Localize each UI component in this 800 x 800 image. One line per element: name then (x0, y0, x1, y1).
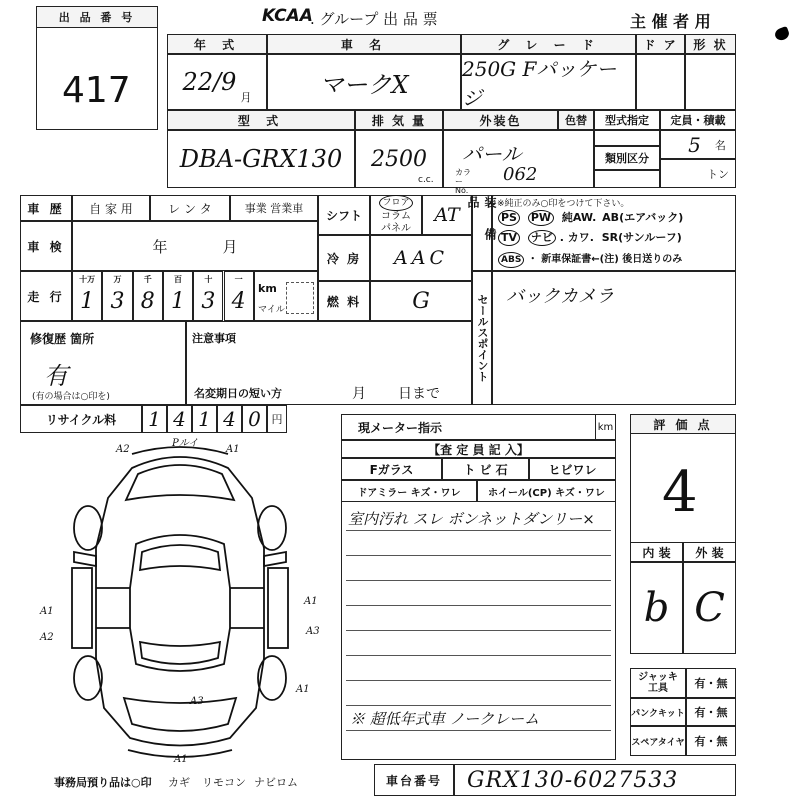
sales-point-label: セールスポイント (472, 271, 492, 405)
ac-cell (370, 235, 472, 281)
year-unit: 月 (240, 91, 252, 104)
name-change-label: 名変期日の短い方 (194, 387, 282, 400)
mileage-digit: 3 (110, 289, 125, 314)
equip-sr-note: (サンルーフ) (618, 231, 682, 244)
equip-leather: . カワ. (559, 231, 594, 244)
glass-crack: ヒビワレ (529, 458, 616, 480)
color-no-value: 062 (503, 164, 538, 185)
rating-label: 評 価 点 (630, 414, 736, 434)
exterior-cell (683, 562, 736, 654)
name-change-month: 月 (352, 386, 366, 402)
wheel-label: ホイール(CP) キズ・ワレ (477, 480, 616, 502)
exterior-value: C (694, 585, 725, 631)
equipment-label: 装 備 品 (472, 195, 492, 271)
equipment-line-2 (498, 229, 682, 246)
shape-label: 形 状 (685, 34, 736, 54)
interior-color-label: 色替 (558, 110, 594, 130)
comment-1: 室内汚れ スレ ボンネットダンリー× (348, 510, 595, 528)
mileage-unit-mile: マイル (258, 305, 285, 315)
recycle-digit-cell (192, 405, 217, 433)
shift-value: AT (434, 204, 460, 226)
mileage-place-label: 万 (113, 275, 122, 284)
color-label: 外装色 (443, 110, 558, 130)
capacity-cell (660, 130, 736, 159)
comment-line (346, 680, 611, 681)
recycle-digit: 4 (173, 407, 186, 431)
equip-ab: AB (602, 211, 620, 224)
car-cell (267, 54, 461, 110)
equip-ps: PS (498, 210, 520, 226)
equip-ab-note: (エアバック) (619, 211, 684, 224)
comment-line (346, 730, 611, 731)
diagram-label-a1-right: A1 (304, 596, 318, 607)
inspection-cell (72, 221, 318, 271)
lot-number: 417 (62, 70, 131, 111)
repair-label: 修復歴 箇所 (30, 332, 95, 346)
equip-abs: ABS (498, 252, 524, 268)
footer-navi: ナビロム (254, 776, 298, 789)
ac-value: AAC (394, 247, 448, 269)
car-value: マークX (319, 70, 409, 99)
interior-cell (630, 562, 683, 654)
color-value: パール (462, 142, 522, 166)
chassis-value: GRX130-6027533 (467, 767, 679, 793)
recycle-digit: 1 (198, 407, 211, 431)
comment-line (346, 580, 611, 581)
inspection-month: 月 (222, 237, 238, 256)
comment-line (346, 530, 611, 531)
car-label: 車 名 (267, 34, 461, 54)
mileage-unit-km: km (258, 282, 277, 295)
recycle-digit-cell (217, 405, 242, 433)
displacement-label: 排 気 量 (355, 110, 443, 130)
shift-label: シフト (318, 195, 370, 235)
inspector-label: 【査 定 員 記 入】 (341, 440, 616, 458)
lot-label: 出 品 番 号 (36, 6, 158, 28)
year-label: 年 式 (167, 34, 267, 54)
mileage-mile-box (286, 282, 314, 314)
chassis-cell (454, 764, 736, 796)
comment-line (346, 630, 611, 631)
diagram-label-a3-right: A3 (306, 626, 320, 637)
mileage-digit-cell (224, 271, 254, 321)
corner-mark (773, 26, 790, 42)
recycle-digit: 4 (223, 407, 236, 431)
year-value: 22/9 (182, 68, 237, 96)
recycle-digit: 1 (148, 407, 161, 431)
caution-label: 注意事項 (192, 332, 236, 345)
shift-option-panel: パネル (381, 223, 411, 234)
shape-cell (685, 54, 736, 110)
puncture-value: 有・無 (686, 698, 736, 726)
footer-key: カギ (168, 776, 190, 789)
recycle-unit: 円 (267, 405, 287, 433)
door-cell (636, 54, 685, 110)
comment-line (346, 705, 611, 706)
grade-cell (461, 54, 636, 110)
car-diagram (20, 438, 340, 768)
mileage-place-label: 一 (234, 275, 243, 284)
equip-warranty: ・ 新車保証書←(注) 後日送りのみ (527, 254, 683, 265)
grade-value: 250G Fパッケージ (462, 57, 617, 110)
equip-aw: 純AW. (561, 211, 597, 224)
equip-navi: ナビ (528, 230, 556, 246)
recycle-digit: 0 (248, 407, 261, 431)
equip-tv: TV (498, 230, 520, 246)
mileage-place-label: 十 (204, 275, 213, 284)
diagram-label-a2-top: A2 (116, 444, 130, 455)
diagram-label-a1-bottom: A1 (174, 754, 188, 765)
comment-line (346, 655, 611, 656)
diagram-label-paint: Pルイ (172, 438, 199, 449)
meter-unit: km (595, 414, 616, 440)
repair-note: (有の場合は○印を) (32, 392, 110, 402)
equipment-line-1 (498, 209, 683, 226)
history-private: 自 家 用 (72, 195, 150, 221)
diagram-label-a1-left: A1 (40, 606, 54, 617)
diagram-label-a1-top: A1 (226, 444, 240, 455)
rating-value: 4 (662, 460, 698, 525)
diagram-label-a2-left: A2 (40, 632, 54, 643)
jack-label: ジャッキ 工具 (630, 668, 686, 698)
mirror-label: ドアミラー キズ・ワレ (341, 480, 477, 502)
category-label: 類別区分 (594, 146, 660, 170)
equip-sr: SR (601, 231, 619, 244)
mileage-digit-cell (72, 271, 102, 321)
model-value: DBA-GRX130 (179, 145, 343, 173)
comment-line (346, 605, 611, 606)
load-unit: トン (660, 159, 736, 188)
office-note: 事務局預り品は○印 (54, 776, 152, 789)
mileage-digit: 4 (231, 289, 246, 314)
meter-label: 現メーター指示 (341, 414, 616, 440)
mileage-label: 走 行 (20, 271, 72, 321)
mileage-digit: 8 (140, 289, 155, 314)
interior-value: b (643, 585, 670, 631)
mileage-digit-cell (163, 271, 193, 321)
equipment-line-3 (498, 250, 682, 268)
organizer-label: 主 催 者 用 (630, 12, 711, 31)
history-business: 事業 営業車 (230, 195, 318, 221)
puncture-label: パンクキット (630, 698, 686, 726)
fuel-value: G (412, 288, 430, 314)
mileage-place-label: 百 (174, 275, 183, 284)
color-no-label: カラー No. (455, 168, 471, 195)
mileage-digit-cell (193, 271, 223, 321)
chassis-label: 車台番号 (374, 764, 454, 796)
displacement-value: 2500 (371, 146, 427, 172)
glass-label: Fガラス (341, 458, 442, 480)
repair-value: 有 (44, 362, 68, 390)
diagram-label-a1-rear: A1 (296, 684, 310, 695)
equip-pw: PW (528, 210, 554, 226)
mileage-place-label: 十万 (79, 275, 96, 284)
shift-options (370, 195, 422, 235)
diagram-label-a3-rear: A3 (190, 696, 204, 707)
recycle-digit-cell (167, 405, 192, 433)
type-spec-value (594, 130, 660, 146)
jack-value: 有・無 (686, 668, 736, 698)
mileage-digit: 1 (80, 289, 95, 314)
mileage-digit-cell (133, 271, 163, 321)
name-change-day: 日まで (398, 386, 440, 402)
capacity-unit: 名 (714, 138, 726, 152)
comment-line (346, 555, 611, 556)
comment-2: ※ 超低年式車 ノークレーム (350, 710, 540, 728)
year-cell (167, 54, 267, 110)
interior-label: 内 装 (630, 542, 683, 562)
shift-option-floor: フロア (379, 195, 412, 211)
inspection-year: 年 (152, 237, 168, 256)
model-label: 型 式 (167, 110, 355, 130)
fuel-label: 燃 料 (318, 281, 370, 321)
footer-remote: リモコン (202, 776, 246, 789)
sales-point-value: バックカメラ (506, 286, 614, 307)
mileage-digit: 3 (201, 289, 216, 314)
spare-value: 有・無 (686, 726, 736, 756)
sheet-title: . グループ 出 品 票 (310, 10, 438, 28)
category-value (594, 170, 660, 188)
glass-chip: ト ビ 石 (442, 458, 529, 480)
grade-label: グ レ ー ド (461, 34, 636, 54)
capacity-label: 定員・積載 (660, 110, 736, 130)
door-label: ド ア (636, 34, 685, 54)
fuel-cell (370, 281, 472, 321)
mileage-digit-cell (102, 271, 132, 321)
type-spec-label: 型式指定 (594, 110, 660, 130)
capacity-value: 5 (688, 132, 701, 157)
brand-logo: KCAA (262, 6, 313, 26)
inspection-label: 車 検 (20, 221, 72, 271)
recycle-label: リサイクル料 (20, 405, 142, 433)
mileage-place-label: 千 (143, 275, 152, 284)
mileage-digit: 1 (171, 289, 186, 314)
exterior-label: 外 装 (683, 542, 736, 562)
displacement-unit: c.c. (418, 175, 434, 185)
recycle-digit-cell (142, 405, 167, 433)
spare-label: スペアタイヤ (630, 726, 686, 756)
ac-label: 冷 房 (318, 235, 370, 281)
shift-option-column: コラム (381, 211, 411, 222)
history-rental: レ ン タ (150, 195, 230, 221)
equipment-note: ※純正のみ○印をつけて下さい。 (497, 199, 630, 209)
history-label: 車 歴 (20, 195, 72, 221)
recycle-digit-cell (242, 405, 267, 433)
model-cell (167, 130, 355, 188)
